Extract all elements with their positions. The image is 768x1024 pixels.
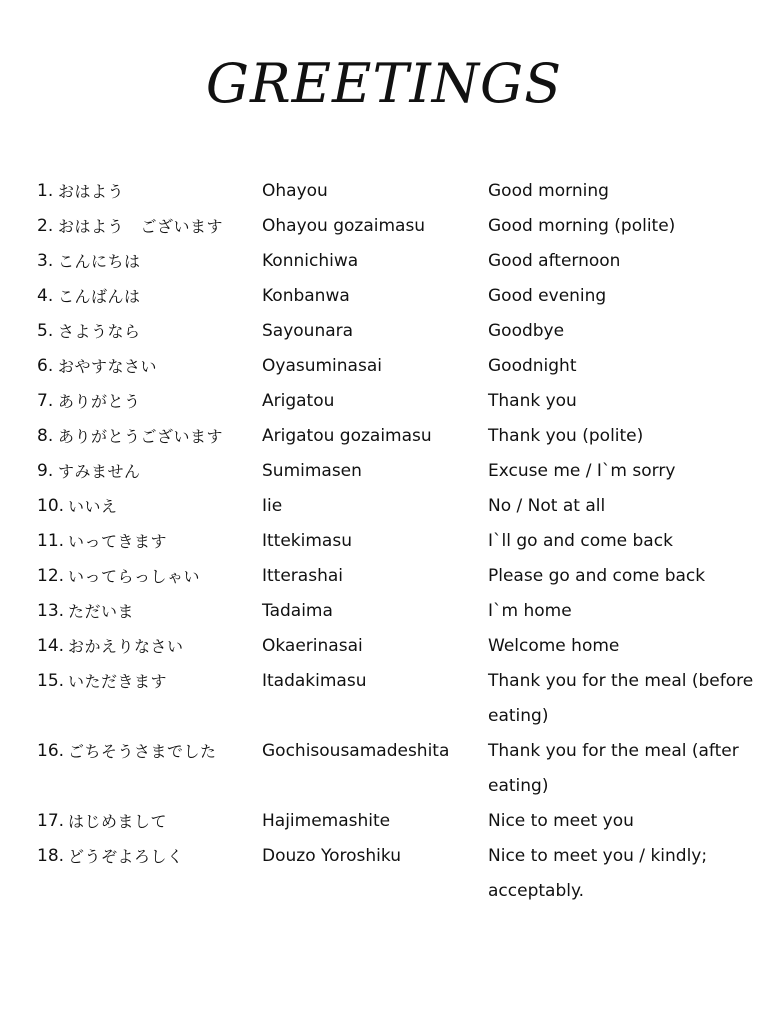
- greeting-row: [0, 524, 768, 559]
- greeting-number: 2.: [37, 216, 54, 236]
- greeting-japanese: どうぞよろしく: [68, 847, 184, 866]
- greeting-number: 8.: [37, 426, 54, 446]
- greeting-japanese: こんにちは: [58, 252, 141, 271]
- greeting-japanese: こんばんは: [58, 287, 141, 306]
- greeting-row: [0, 489, 768, 524]
- greeting-number: 16.: [37, 741, 65, 761]
- greeting-english: Good morning (polite): [488, 216, 676, 236]
- greeting-romaji: Konbanwa: [262, 286, 350, 306]
- greeting-row: [0, 279, 768, 314]
- greeting-row: [0, 174, 768, 209]
- greeting-row: [0, 384, 768, 419]
- greeting-number: 5.: [37, 321, 54, 341]
- greeting-row: [0, 314, 768, 349]
- greeting-number: 18.: [37, 846, 65, 866]
- greeting-number: 3.: [37, 251, 54, 271]
- greeting-row: [0, 664, 768, 734]
- greeting-japanese: ありがとうございます: [58, 427, 224, 446]
- greeting-japanese: はじめまして: [68, 812, 168, 831]
- greeting-english: Thank you for the meal (before eating): [488, 671, 754, 726]
- greeting-english: Goodbye: [488, 321, 565, 341]
- greeting-japanese: おはよう ございます: [58, 217, 224, 236]
- greeting-japanese: いただきます: [68, 672, 168, 691]
- greeting-number: 9.: [37, 461, 54, 481]
- greeting-number: 6.: [37, 356, 54, 376]
- greeting-romaji: Hajimemashite: [262, 811, 391, 831]
- page-title: GREETINGS: [205, 52, 563, 115]
- greeting-japanese: おかえりなさい: [68, 637, 184, 656]
- greeting-english: I`m home: [488, 601, 572, 621]
- greeting-japanese: ありがとう: [58, 392, 141, 411]
- greeting-number: 12.: [37, 566, 65, 586]
- greetings-list: [0, 174, 768, 909]
- greeting-english: Goodnight: [488, 356, 577, 376]
- greeting-row: [0, 419, 768, 454]
- greeting-number: 17.: [37, 811, 65, 831]
- greeting-number: 7.: [37, 391, 54, 411]
- greeting-japanese: いいえ: [68, 497, 118, 516]
- greeting-romaji: Okaerinasai: [262, 636, 363, 656]
- greeting-romaji: Ohayou gozaimasu: [262, 216, 426, 236]
- greeting-number: 1.: [37, 181, 54, 201]
- greeting-romaji: Tadaima: [262, 601, 333, 621]
- greeting-english: I`ll go and come back: [488, 531, 673, 551]
- greeting-romaji: Arigatou gozaimasu: [262, 426, 432, 446]
- greeting-english: Good evening: [488, 286, 607, 306]
- greeting-romaji: Arigatou: [262, 391, 335, 411]
- greeting-japanese: ただいま: [68, 602, 135, 621]
- greeting-row: [0, 839, 768, 909]
- greeting-english: Good morning: [488, 181, 609, 201]
- greeting-english: Good afternoon: [488, 251, 621, 271]
- greeting-row: [0, 629, 768, 664]
- greeting-english: Nice to meet you: [488, 811, 634, 831]
- greeting-japanese: いってらっしゃい: [68, 567, 201, 586]
- greeting-number: 13.: [37, 601, 65, 621]
- greeting-english: Welcome home: [488, 636, 620, 656]
- greeting-romaji: Iie: [262, 496, 283, 516]
- greeting-english: Excuse me / I`m sorry: [488, 461, 676, 481]
- greeting-romaji: Ohayou: [262, 181, 328, 201]
- greeting-english: Nice to meet you / kindly; acceptably.: [488, 846, 708, 901]
- greeting-romaji: Douzo Yoroshiku: [262, 846, 401, 866]
- greeting-number: 11.: [37, 531, 65, 551]
- greeting-row: [0, 349, 768, 384]
- greeting-row: [0, 209, 768, 244]
- greeting-romaji: Itterashai: [262, 566, 343, 586]
- greeting-romaji: Konnichiwa: [262, 251, 359, 271]
- greeting-english: Please go and come back: [488, 566, 706, 586]
- greeting-japanese: さようなら: [58, 322, 141, 341]
- greeting-number: 14.: [37, 636, 65, 656]
- greeting-romaji: Oyasuminasai: [262, 356, 382, 376]
- greeting-row: [0, 734, 768, 804]
- greeting-japanese: いってきます: [68, 532, 168, 551]
- greeting-number: 15.: [37, 671, 65, 691]
- greeting-row: [0, 594, 768, 629]
- greeting-english: No / Not at all: [488, 496, 606, 516]
- greeting-english: Thank you for the meal (after eating): [488, 741, 739, 796]
- greeting-row: [0, 804, 768, 839]
- greeting-english: Thank you (polite): [488, 426, 644, 446]
- greeting-romaji: Ittekimasu: [262, 531, 352, 551]
- greeting-romaji: Gochisousamadeshita: [262, 741, 450, 761]
- greeting-romaji: Sumimasen: [262, 461, 362, 481]
- greeting-japanese: おはよう: [58, 182, 125, 201]
- greeting-row: [0, 559, 768, 594]
- greeting-romaji: Itadakimasu: [262, 671, 367, 691]
- greeting-row: [0, 244, 768, 279]
- greeting-number: 10.: [37, 496, 65, 516]
- greeting-row: [0, 454, 768, 489]
- greeting-english: Thank you: [488, 391, 577, 411]
- greeting-number: 4.: [37, 286, 54, 306]
- greeting-japanese: すみません: [58, 462, 141, 481]
- greeting-japanese: おやすなさい: [58, 357, 158, 376]
- greeting-japanese: ごちそうさまでした: [68, 742, 217, 761]
- greeting-romaji: Sayounara: [262, 321, 354, 341]
